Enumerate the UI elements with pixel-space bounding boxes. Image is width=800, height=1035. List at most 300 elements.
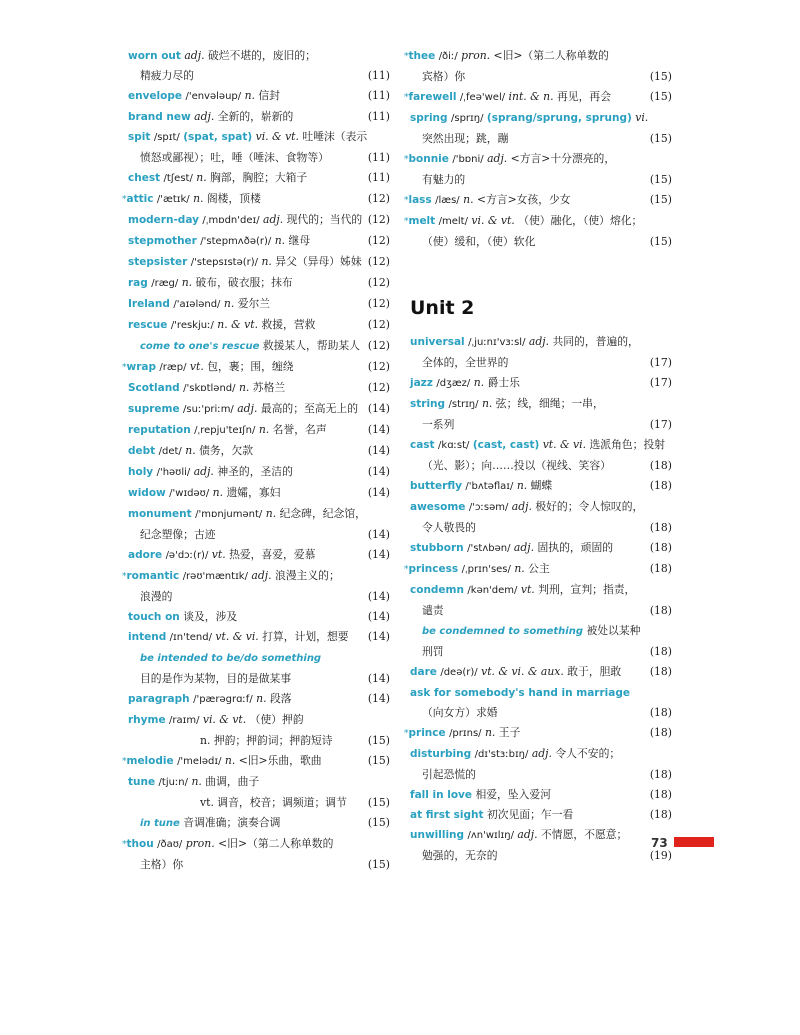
star-mark: * [404, 93, 409, 103]
definition: 引起恐慌的 [422, 768, 476, 781]
entry-line [128, 210, 390, 231]
headword: supreme [128, 403, 180, 415]
definition: 宾格）你 [422, 70, 466, 83]
entry-line [410, 232, 672, 252]
glossary-entry [128, 627, 390, 648]
glossary-entry [128, 107, 390, 127]
glossary-entry [122, 566, 390, 607]
entry-line [410, 805, 672, 825]
phonetic: /ˌprɪn'ses/ [461, 564, 511, 575]
star-mark: * [122, 363, 127, 373]
entry-line [410, 765, 672, 785]
definition: <旧>（第二人称单数的 [218, 837, 334, 850]
glossary-entry [128, 607, 390, 627]
part-of-speech: n. [514, 562, 525, 575]
part-of-speech: adj. [528, 335, 550, 348]
definition: 主格）你 [140, 858, 184, 871]
page-reference: (14) [367, 423, 390, 436]
definition: （使）押韵 [249, 713, 304, 726]
phonetic: /spɪt/ [153, 132, 180, 143]
definition: 名誉，名声 [272, 423, 327, 436]
headword: fall in love [410, 789, 473, 801]
definition: 固执的，顽固的 [537, 541, 614, 554]
entry-line [122, 566, 390, 587]
part-of-speech: adj. [251, 569, 272, 582]
entry-line [404, 87, 672, 108]
headword: cast [410, 439, 435, 451]
definition: 精疲力尽的 [140, 69, 194, 82]
entry-line [410, 394, 672, 415]
definition: 浪漫主义的； [274, 569, 340, 582]
phonetic: /'reskjuː/ [170, 320, 214, 331]
phonetic: /kən'dem/ [467, 585, 518, 596]
part-of-speech: adj. [194, 110, 215, 123]
definition: 破烂不堪的，废旧的； [207, 49, 316, 62]
phonetic: /tʃest/ [163, 173, 193, 184]
phonetic: /tjuːn/ [158, 777, 189, 788]
part-of-speech: adj. [517, 828, 538, 841]
glossary-entry [404, 559, 672, 580]
entry-line [128, 252, 390, 273]
phonetic: /kɑːst/ [438, 440, 470, 451]
part-of-speech: n. [191, 775, 202, 788]
page-reference: (14) [367, 672, 390, 685]
phonetic: /dʒæz/ [436, 378, 471, 389]
phonetic: /'bɒni/ [452, 154, 484, 165]
entry-line [122, 189, 390, 210]
page-reference: (18) [649, 768, 672, 781]
definition: 打算，计划，想要 [262, 630, 349, 643]
unit2-entries [404, 332, 672, 866]
glossary-entry [404, 46, 672, 87]
definition: 现代的；当代的 [286, 213, 363, 226]
headword: holy [128, 466, 154, 478]
page-reference: (15) [649, 173, 672, 186]
entry-line [410, 601, 672, 621]
definition: 愤怒或鄙视）；吐，唾（唾沫、食物等） [140, 151, 329, 164]
entry-line [128, 66, 390, 86]
phonetic: /ˌjuːnɪ'vɜːsl/ [468, 337, 526, 348]
entry-line [128, 855, 390, 875]
definition: （向女方）求婚 [422, 706, 498, 719]
glossary-entry [410, 538, 672, 559]
phonetic: /ɪn'tend/ [169, 632, 212, 643]
headword: brand new [128, 111, 191, 123]
entry-line [128, 168, 390, 189]
part-of-speech: vt. & vi. [215, 630, 259, 643]
phonetic: /dɪ'stɜːbɪŋ/ [474, 749, 529, 760]
page-reference: (17) [649, 376, 672, 389]
phonetic: /sprɪŋ/ [450, 113, 484, 124]
glossary-entry [128, 483, 390, 504]
part-of-speech: pron. [185, 837, 215, 850]
page-reference: (12) [367, 192, 390, 205]
page-reference: (14) [367, 548, 390, 561]
page-reference: (15) [367, 796, 390, 809]
phrase: be intended to be/do something [140, 653, 322, 664]
definition: 遗孀，寡妇 [226, 486, 281, 499]
glossary-entry [404, 723, 672, 744]
headword: farewell [408, 91, 457, 103]
phonetic: /'skɒtlənd/ [183, 383, 236, 394]
headword: dare [410, 666, 437, 678]
definition: 极好的；令人惊叹的， [535, 500, 644, 513]
glossary-entry [128, 231, 390, 252]
phrase: be condemned to something [422, 626, 584, 637]
headword: thou [126, 838, 154, 850]
definition: 令人不安的； [555, 747, 621, 760]
glossary-entry [410, 805, 672, 825]
definition: 不情愿，不愿意； [540, 828, 628, 841]
glossary-entry [404, 87, 672, 108]
definition: 谈及，涉及 [183, 610, 238, 623]
entry-line [128, 107, 390, 127]
glossary-entry [128, 273, 390, 294]
entry-line [128, 710, 390, 731]
entry-line [410, 580, 672, 601]
phonetic: /'mɒnjumənt/ [195, 509, 263, 520]
page-reference: (14) [367, 444, 390, 457]
page-reference: (14) [367, 692, 390, 705]
headword: monument [128, 508, 192, 520]
entry-line [128, 669, 390, 689]
headword: modern-day [128, 214, 199, 226]
phonetic: /'ætɪk/ [156, 194, 190, 205]
part-of-speech: n. [516, 479, 528, 492]
page-reference: (14) [367, 402, 390, 415]
page-reference: (15) [367, 754, 390, 767]
headword: lass [408, 194, 432, 206]
glossary-entry [128, 420, 390, 441]
unit-heading: Unit 2 [410, 297, 475, 319]
entry-line [122, 834, 390, 855]
definition: 段落 [269, 692, 292, 705]
glossary-entry [128, 210, 390, 231]
part-of-speech: n. [244, 89, 255, 102]
part-of-speech: n. [181, 276, 193, 289]
headword: prince [408, 727, 446, 739]
headword: stepsister [128, 256, 188, 268]
part-of-speech: n. [238, 381, 250, 394]
headword: string [410, 398, 446, 410]
star-mark: * [122, 572, 127, 582]
phonetic: /ræg/ [151, 278, 179, 289]
phrase: come to one's rescue [140, 341, 260, 352]
page-reference: (18) [649, 604, 672, 617]
glossary-entry [128, 462, 390, 483]
headword: widow [128, 487, 166, 499]
glossary-entry [410, 497, 672, 538]
glossary-entry [410, 394, 672, 435]
part-of-speech: adj. [193, 465, 214, 478]
headword: Scotland [128, 382, 180, 394]
entry-line [410, 662, 672, 683]
glossary-entry [410, 476, 672, 497]
part-of-speech: vt. & vi. & aux. [481, 665, 564, 678]
headword: wrap [126, 361, 156, 373]
headword: stubborn [410, 542, 464, 554]
page-reference: (18) [649, 645, 672, 658]
entry-line [128, 731, 390, 751]
headword: attic [126, 193, 154, 205]
glossary-entry [410, 744, 672, 785]
part-of-speech: n. [265, 507, 277, 520]
entry-line [410, 456, 672, 476]
page-reference: (18) [649, 459, 672, 472]
page-reference: (19) [649, 849, 672, 862]
page-reference: (12) [367, 339, 390, 352]
glossary-entry [128, 46, 390, 86]
glossary-entry [128, 252, 390, 273]
phrase: in tune [140, 818, 180, 829]
definition: 异父（异母）姊妹 [275, 255, 362, 268]
entry-line [410, 497, 672, 518]
page-reference: (11) [367, 171, 390, 184]
definition: （使）融化，（使）熔化； [518, 214, 643, 227]
entry-line [128, 273, 390, 294]
entry-line [128, 504, 390, 525]
glossary-entry [128, 545, 390, 566]
part-of-speech: n. [193, 192, 204, 205]
part-of-speech: n. [463, 193, 474, 206]
definition: <方言>十分漂亮的， [510, 152, 616, 165]
entry-line [128, 399, 390, 420]
phonetic: /suː'priːm/ [183, 404, 234, 415]
star-mark: * [404, 565, 409, 575]
part-of-speech: adj. [511, 500, 532, 513]
headword: rescue [128, 319, 168, 331]
definition: 吐唾沫（表示 [302, 130, 368, 143]
part-of-speech: n. [274, 234, 286, 247]
page-reference: (12) [367, 276, 390, 289]
headword: spring [410, 112, 448, 124]
definition: 被处以某种 [586, 624, 641, 637]
phonetic: /raɪm/ [169, 715, 200, 726]
headword: princess [408, 563, 459, 575]
verb-forms: (cast, cast) [472, 439, 540, 451]
page-reference: (12) [367, 318, 390, 331]
page-reference: (15) [367, 858, 390, 871]
glossary-entry [410, 621, 672, 662]
glossary-entry [410, 662, 672, 683]
headword: bonnie [408, 153, 449, 165]
entry-line [404, 190, 672, 211]
page-reference: (18) [649, 541, 672, 554]
part-of-speech: vt. & vi. [542, 438, 587, 451]
definition: vt. 调音，校音；调频道；调节 [200, 796, 347, 809]
definition: 相爱，坠入爱河 [475, 788, 552, 801]
definition: 浪漫的 [140, 590, 173, 603]
phonetic: /ðiː/ [438, 51, 458, 62]
part-of-speech: n. [484, 726, 496, 739]
headword: intend [128, 631, 167, 643]
definition: <旧>乐曲，歌曲 [238, 754, 322, 767]
definition: 爵士乐 [487, 376, 520, 389]
glossary-entry [410, 435, 672, 476]
glossary-entry [128, 689, 390, 710]
definition: 热爱，喜爱，爱慕 [229, 548, 316, 561]
definition: 弦；线，细绳；一串， [495, 397, 604, 410]
definition: 谴责 [422, 604, 444, 617]
left-column [122, 46, 390, 875]
definition: 选派角色；投射 [589, 438, 666, 451]
page-reference: (18) [649, 479, 672, 492]
page-reference: (15) [649, 90, 672, 103]
entry-line [128, 462, 390, 483]
phonetic: /'ɔːsəm/ [468, 502, 509, 513]
definition: 救援，营救 [261, 318, 316, 331]
definition: 信封 [258, 89, 280, 102]
part-of-speech: n. [473, 376, 485, 389]
entry-line [128, 231, 390, 252]
right-column [404, 46, 672, 866]
definition: 神圣的，圣洁的 [217, 465, 293, 478]
headword: unwilling [410, 829, 465, 841]
entry-line [128, 772, 390, 793]
glossary-entry [410, 373, 672, 394]
headword: awesome [410, 501, 466, 513]
entry-line [128, 86, 390, 107]
part-of-speech: n. [256, 692, 267, 705]
definition: 苏格兰 [252, 381, 286, 394]
part-of-speech: vt. [520, 583, 535, 596]
glossary-entry [122, 834, 390, 875]
page-reference: (17) [649, 356, 672, 369]
glossary-entry [128, 813, 390, 834]
part-of-speech: adj. [487, 152, 508, 165]
entry-line [410, 846, 672, 866]
headword: melt [408, 215, 436, 227]
glossary-entry [122, 357, 390, 378]
page-reference: (15) [649, 132, 672, 145]
glossary-entry [410, 683, 672, 723]
glossary-entry [122, 751, 390, 772]
phonetic: /ˌfeə'wel/ [459, 92, 506, 103]
definition: 音调准确；演奏合调 [183, 816, 281, 829]
page-reference: (12) [367, 297, 390, 310]
page-reference: (14) [367, 590, 390, 603]
page-reference: (18) [649, 521, 672, 534]
part-of-speech: n. [223, 297, 235, 310]
phonetic: /'wɪdəʊ/ [169, 488, 210, 499]
glossary-entry [404, 211, 672, 252]
page-reference: (14) [367, 630, 390, 643]
part-of-speech: adj. [513, 541, 535, 554]
phonetic: /prɪns/ [449, 728, 482, 739]
entry-line [128, 483, 390, 504]
glossary-entry [128, 504, 390, 545]
part-of-speech: n. [185, 444, 196, 457]
page-reference: (14) [367, 610, 390, 623]
entry-line [128, 315, 390, 336]
definition: 曲调，曲子 [205, 775, 260, 788]
part-of-speech: vi. & vt. [202, 713, 247, 726]
definition: 蝴蝶 [530, 479, 553, 492]
definition: 令人敬畏的 [422, 521, 476, 534]
entry-line [410, 518, 672, 538]
phonetic: /ˌrepju'teɪʃn/ [194, 425, 256, 436]
page-reference: (12) [367, 381, 390, 394]
entry-line [410, 785, 672, 805]
page-reference: (15) [367, 734, 390, 747]
page-reference: (15) [649, 70, 672, 83]
entry-line [410, 332, 672, 353]
part-of-speech: n. [196, 171, 207, 184]
glossary-entry [128, 86, 390, 107]
headword: envelope [128, 90, 183, 102]
entry-line [128, 420, 390, 441]
headword: debt [128, 445, 156, 457]
glossary-entry [410, 825, 672, 866]
entry-line [128, 648, 390, 669]
page-reference: (18) [649, 665, 672, 678]
part-of-speech: vi. & vt. [471, 214, 515, 227]
entry-line [410, 621, 672, 642]
entry-line [404, 46, 672, 67]
page-number-bar [674, 837, 714, 847]
part-of-speech: n. [261, 255, 272, 268]
phonetic: /ræp/ [159, 362, 187, 373]
entry-line [128, 46, 390, 66]
definition: 破布，破衣服；抹布 [195, 276, 293, 289]
entry-line [128, 545, 390, 566]
page-reference: (11) [367, 89, 390, 102]
definition: 敢于，胆敢 [567, 665, 622, 678]
page-reference: (12) [367, 213, 390, 226]
part-of-speech: n. [224, 754, 236, 767]
page-number: 73 [651, 836, 668, 850]
star-mark: * [122, 757, 127, 767]
headword: romantic [126, 570, 180, 582]
part-of-speech: n. & vt. [217, 318, 259, 331]
phonetic: /strɪŋ/ [448, 399, 479, 410]
entry-line [404, 149, 672, 170]
entry-line [410, 373, 672, 394]
glossary-entry [410, 332, 672, 373]
entry-line [128, 294, 390, 315]
glossary-entry [128, 772, 390, 813]
part-of-speech: int. & n. [508, 90, 554, 103]
part-of-speech: vt. [211, 548, 226, 561]
entry-line [128, 813, 390, 834]
glossary-entry [410, 580, 672, 621]
verb-forms: (spat, spat) [183, 131, 253, 143]
page-reference: (15) [649, 193, 672, 206]
headword: melodie [126, 755, 174, 767]
headword: condemn [410, 584, 464, 596]
phonetic: /'pærəgrɑːf/ [193, 694, 253, 705]
definition: （光、影）；向……投以（视线、笑容） [422, 459, 611, 472]
glossary-entry [122, 189, 390, 210]
glossary-entry [128, 168, 390, 189]
part-of-speech: vi. & vt. [255, 130, 299, 143]
headword: thee [408, 50, 436, 62]
phonetic: /'stepmʌðə(r)/ [200, 236, 272, 247]
entry-line [122, 357, 390, 378]
part-of-speech: adj. [531, 747, 552, 760]
glossary-entry [128, 294, 390, 315]
entry-line [410, 476, 672, 497]
entry-line [404, 723, 672, 744]
entry-line [410, 108, 672, 129]
headword: rag [128, 277, 148, 289]
phonetic: /ə'dɔː(r)/ [165, 550, 209, 561]
phonetic: /'stepsɪstə(r)/ [190, 257, 259, 268]
definition: n. 押韵；押韵词；押韵短诗 [200, 734, 333, 747]
entry-line [128, 689, 390, 710]
page-reference: (18) [649, 726, 672, 739]
star-mark: * [404, 155, 409, 165]
